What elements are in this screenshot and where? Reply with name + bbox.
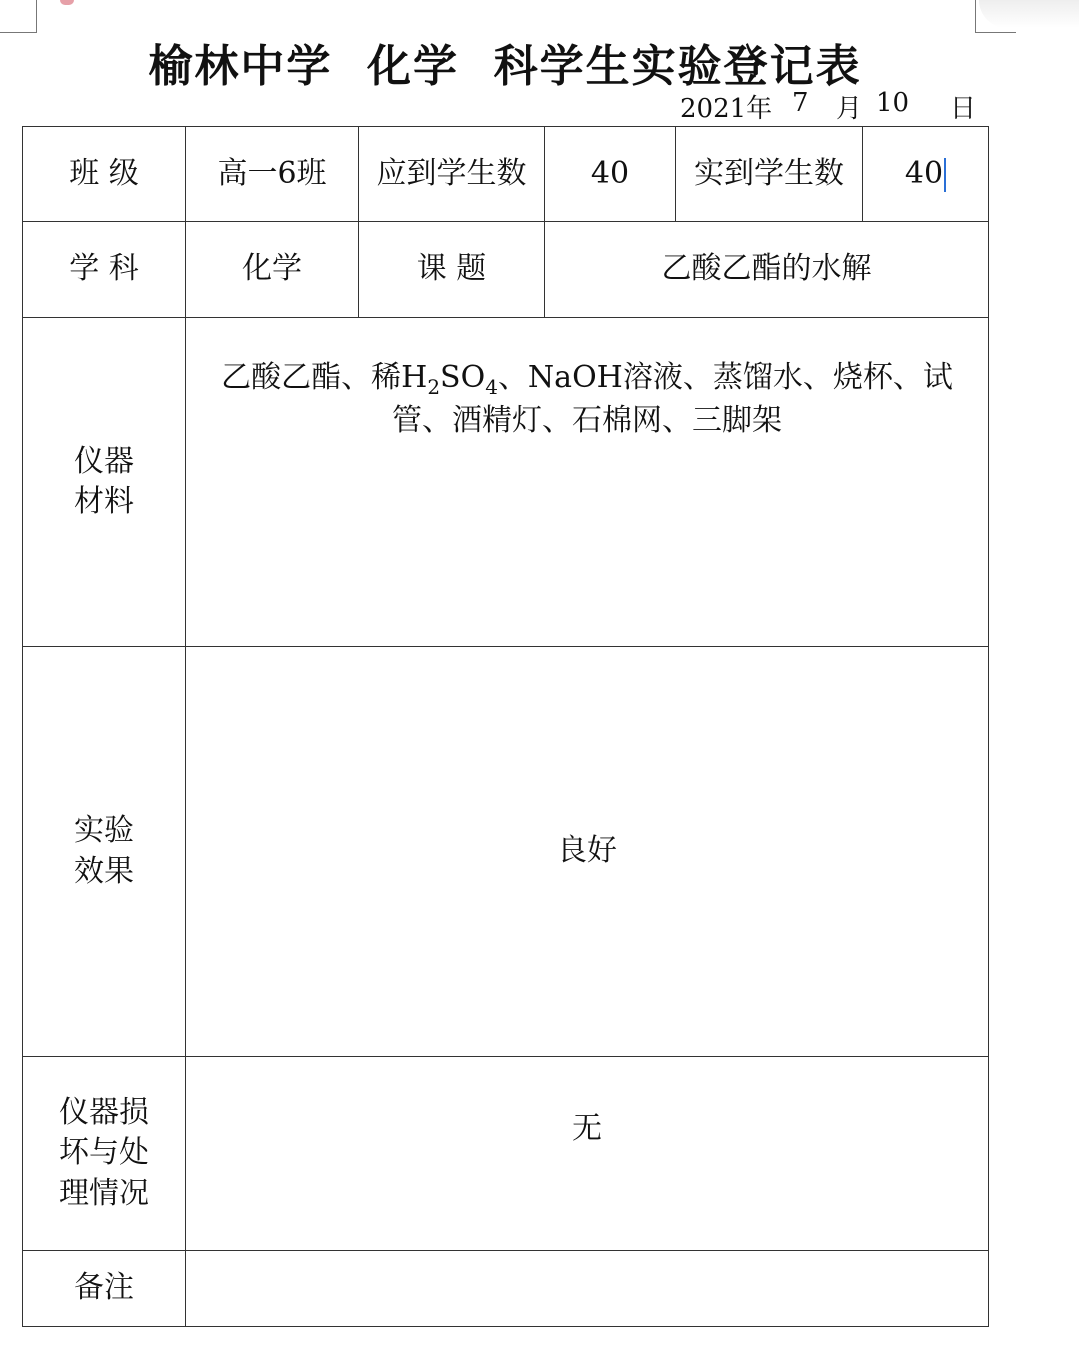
- damage-label-line3: 理情况: [59, 1175, 149, 1211]
- table-row-subject: [23, 222, 989, 318]
- materials-label-line1: 仪器: [74, 443, 134, 479]
- table-row-effect: [23, 647, 989, 1057]
- materials-text-a: 乙酸乙酯、稀H: [221, 360, 428, 395]
- subject-value[interactable]: 化学: [186, 222, 359, 318]
- materials-label: [23, 318, 186, 647]
- page-corner-shadow: [979, 0, 1079, 28]
- actual-students-cell[interactable]: [863, 127, 989, 222]
- actual-students-value[interactable]: 40: [904, 155, 944, 191]
- materials-text-c: 、NaOH溶液、蒸馏水、烧杯、试: [497, 360, 953, 395]
- damage-label: [23, 1057, 186, 1251]
- materials-value[interactable]: [186, 318, 989, 647]
- page-title: 榆林中学 化学 科学生实验登记表: [148, 41, 862, 92]
- expected-students-label: 应到学生数: [359, 127, 545, 222]
- effect-label: [23, 647, 186, 1057]
- date-month: 7: [792, 88, 809, 118]
- materials-text-d: 管、酒精灯、石棉网、三脚架: [391, 403, 782, 438]
- date-year: 2021年: [680, 94, 773, 124]
- materials-text-b: SO: [440, 360, 486, 395]
- topic-label: 课 题: [359, 222, 545, 318]
- actual-students-label: 实到学生数: [676, 127, 863, 222]
- table-row-materials: [23, 318, 989, 647]
- corner-crop-mark-left: [0, 0, 37, 33]
- remarks-label: 备注: [23, 1251, 186, 1327]
- table-row-damage: [23, 1057, 989, 1251]
- damage-label-line2: 坏与处: [59, 1135, 149, 1171]
- date-day: 10: [876, 88, 910, 118]
- class-label: 班 级: [23, 127, 186, 222]
- experiment-register-table: [22, 126, 989, 1327]
- text-cursor: [944, 158, 946, 192]
- expected-students-value[interactable]: 40: [545, 127, 676, 222]
- table-row-class: [23, 127, 989, 222]
- materials-label-line2: 材料: [74, 484, 134, 519]
- remarks-value[interactable]: [186, 1251, 989, 1327]
- topic-value[interactable]: 乙酸乙酯的水解: [545, 222, 989, 318]
- effect-label-line1: 实验: [74, 813, 134, 848]
- damage-value[interactable]: 无: [186, 1057, 989, 1251]
- materials-subscript-2: 4: [485, 375, 498, 399]
- table-row-remarks: [23, 1251, 989, 1327]
- effect-label-line2: 效果: [74, 853, 134, 889]
- damage-label-line1: 仪器损: [59, 1094, 149, 1130]
- date-month-label: 月: [836, 94, 863, 124]
- subject-label: 学 科: [23, 222, 186, 318]
- class-value[interactable]: 高一6班: [186, 127, 359, 222]
- materials-text: [203, 358, 971, 442]
- effect-value[interactable]: 良好: [186, 647, 989, 1057]
- school-logo-fragment: [60, 0, 74, 5]
- date-day-label: 日: [950, 94, 977, 124]
- materials-subscript-1: 2: [427, 375, 441, 399]
